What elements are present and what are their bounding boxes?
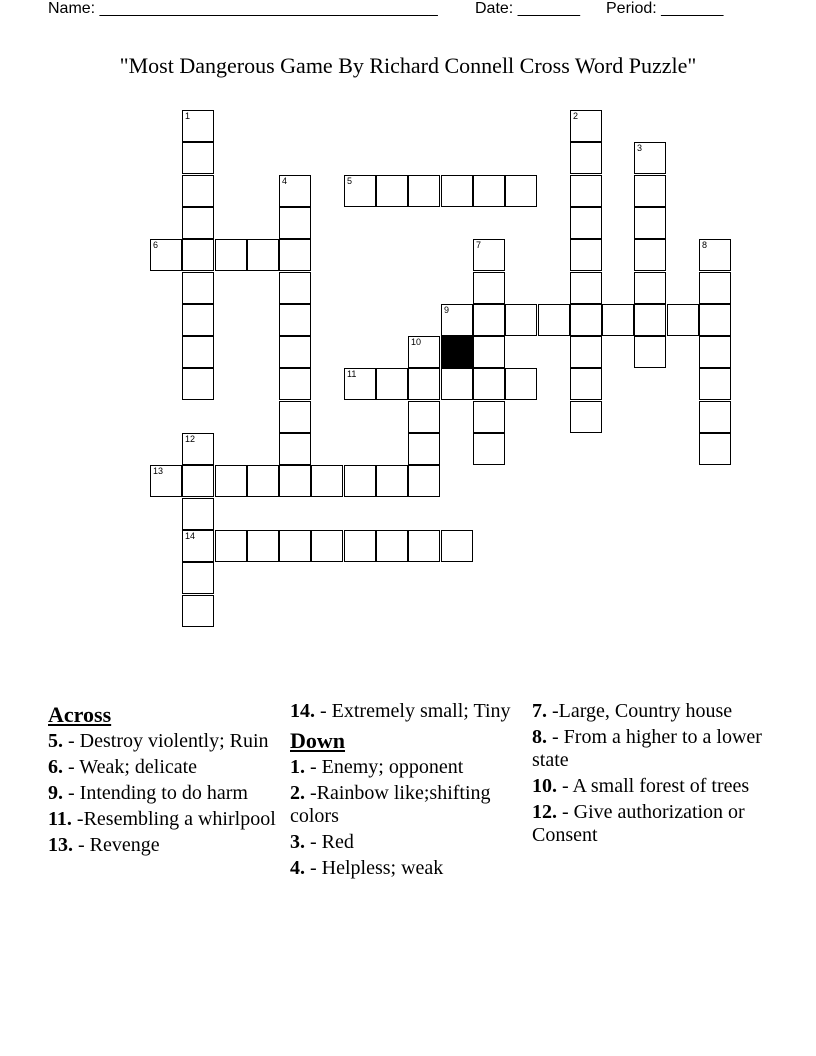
- crossword-cell[interactable]: [247, 530, 279, 562]
- crossword-cell[interactable]: [215, 239, 247, 271]
- clue-down-8: [532, 726, 762, 772]
- crossword-cell[interactable]: [699, 401, 731, 433]
- crossword-cell[interactable]: [279, 272, 311, 304]
- name-field-label: Name: ______________________________________: [48, 0, 438, 17]
- clue-text: - Red: [305, 831, 354, 853]
- crossword-cell[interactable]: [634, 239, 666, 271]
- crossword-cell[interactable]: [699, 368, 731, 400]
- clue-text: - Helpless; weak: [305, 857, 444, 879]
- crossword-cell[interactable]: [473, 433, 505, 465]
- crossword-cell[interactable]: [570, 336, 602, 368]
- crossword-cell[interactable]: [473, 401, 505, 433]
- clue-number-label: 9: [444, 305, 450, 315]
- crossword-cell[interactable]: [570, 304, 602, 336]
- crossword-cell[interactable]: [699, 239, 731, 271]
- clue-across-6: [48, 756, 278, 779]
- clue-number: 1.: [290, 756, 305, 778]
- clue-number-label: 5: [347, 176, 353, 186]
- clue-across-11: [48, 808, 278, 831]
- crossword-cell[interactable]: [279, 336, 311, 368]
- crossword-cell[interactable]: [182, 498, 214, 530]
- crossword-cell[interactable]: [699, 304, 731, 336]
- clue-down-3: [290, 831, 520, 854]
- date-field-label: Date: _______: [475, 0, 580, 17]
- clue-across-5: [48, 730, 278, 753]
- crossword-cell[interactable]: [182, 368, 214, 400]
- crossword-cell[interactable]: [311, 465, 343, 497]
- clue-across-9: [48, 782, 278, 805]
- clue-number-label: 7: [476, 240, 482, 250]
- crossword-cell[interactable]: [570, 239, 602, 271]
- crossword-cell[interactable]: [473, 239, 505, 271]
- crossword-cell[interactable]: [376, 465, 408, 497]
- clue-number-label: 13: [153, 466, 164, 476]
- clue-number-label: 14: [185, 531, 196, 541]
- crossword-cell[interactable]: [376, 175, 408, 207]
- down-heading: Down: [290, 728, 346, 753]
- black-square: [441, 336, 473, 368]
- crossword-cell[interactable]: [247, 465, 279, 497]
- crossword-cell[interactable]: [634, 207, 666, 239]
- across-heading: Across: [48, 702, 112, 727]
- clue-text: - From a higher to a lower state: [532, 726, 762, 771]
- crossword-cell[interactable]: [570, 207, 602, 239]
- clue-number: 8.: [532, 726, 547, 748]
- crossword-cell[interactable]: [667, 304, 699, 336]
- clue-number: 7.: [532, 700, 547, 722]
- crossword-cell[interactable]: [441, 368, 473, 400]
- clue-number: 2.: [290, 782, 305, 804]
- crossword-cell[interactable]: [344, 175, 376, 207]
- clue-across-13: [48, 834, 278, 857]
- clue-text: - Intending to do harm: [63, 782, 248, 804]
- crossword-cell[interactable]: [634, 142, 666, 174]
- crossword-cell[interactable]: [182, 336, 214, 368]
- crossword-cell[interactable]: [182, 465, 214, 497]
- crossword-cell[interactable]: [182, 595, 214, 627]
- crossword-cell[interactable]: [182, 142, 214, 174]
- clue-number: 5.: [48, 730, 63, 752]
- crossword-cell[interactable]: [441, 175, 473, 207]
- clue-number: 14.: [290, 700, 315, 722]
- clue-text: - A small forest of trees: [557, 775, 750, 797]
- clue-text: - Enemy; opponent: [305, 756, 464, 778]
- clue-across-14: [290, 700, 520, 723]
- crossword-cell[interactable]: [182, 562, 214, 594]
- clue-number-label: 1: [185, 111, 191, 121]
- crossword-cell[interactable]: [634, 175, 666, 207]
- crossword-cell[interactable]: [279, 368, 311, 400]
- clue-text: - Weak; delicate: [63, 756, 198, 778]
- clues-column-1: [48, 700, 278, 860]
- crossword-cell[interactable]: [634, 304, 666, 336]
- crossword-cell[interactable]: [473, 368, 505, 400]
- crossword-cell[interactable]: [570, 142, 602, 174]
- clue-number-label: 11: [347, 369, 357, 379]
- clue-number: 9.: [48, 782, 63, 804]
- clue-number-label: 2: [573, 111, 579, 121]
- clue-down-12: [532, 801, 762, 847]
- crossword-cell[interactable]: [505, 368, 537, 400]
- clues-column-3: [532, 700, 762, 850]
- clue-text: - Revenge: [73, 834, 160, 856]
- crossword-cell[interactable]: [182, 207, 214, 239]
- crossword-cell[interactable]: [279, 401, 311, 433]
- crossword-cell[interactable]: [279, 175, 311, 207]
- clue-number: 13.: [48, 834, 73, 856]
- crossword-cell[interactable]: [344, 368, 376, 400]
- crossword-cell[interactable]: [408, 465, 440, 497]
- crossword-cell[interactable]: [473, 272, 505, 304]
- crossword-cell[interactable]: [408, 530, 440, 562]
- crossword-cell[interactable]: [473, 336, 505, 368]
- crossword-cell[interactable]: [441, 530, 473, 562]
- clue-text: -Large, Country house: [547, 700, 733, 722]
- clue-number: 10.: [532, 775, 557, 797]
- crossword-cell[interactable]: [634, 272, 666, 304]
- crossword-cell[interactable]: [602, 304, 634, 336]
- crossword-cell[interactable]: [538, 304, 570, 336]
- clues-section: [0, 700, 816, 1000]
- crossword-cell[interactable]: [344, 465, 376, 497]
- crossword-cell[interactable]: [215, 530, 247, 562]
- crossword-cell[interactable]: [408, 401, 440, 433]
- crossword-cell[interactable]: [376, 368, 408, 400]
- clues-column-2: [290, 700, 520, 883]
- crossword-cell[interactable]: [570, 401, 602, 433]
- clue-number: 6.: [48, 756, 63, 778]
- crossword-cell[interactable]: [311, 530, 343, 562]
- crossword-cell[interactable]: [699, 336, 731, 368]
- crossword-cell[interactable]: [408, 368, 440, 400]
- crossword-cell[interactable]: [699, 272, 731, 304]
- crossword-cell[interactable]: [150, 465, 182, 497]
- clue-number-label: 12: [185, 434, 196, 444]
- clue-down-4: [290, 857, 520, 880]
- crossword-cell[interactable]: [182, 175, 214, 207]
- clue-number-label: 10: [411, 337, 422, 347]
- clue-number: 11.: [48, 808, 72, 830]
- crossword-cell[interactable]: [441, 304, 473, 336]
- crossword-cell[interactable]: [570, 110, 602, 142]
- crossword-cell[interactable]: [344, 530, 376, 562]
- crossword-cell[interactable]: [279, 207, 311, 239]
- clue-number: 12.: [532, 801, 557, 823]
- clue-down-10: [532, 775, 762, 798]
- clue-text: - Give authorization or Consent: [532, 801, 745, 846]
- crossword-cell[interactable]: [570, 272, 602, 304]
- clue-number: 4.: [290, 857, 305, 879]
- crossword-cell[interactable]: [473, 175, 505, 207]
- crossword-cell[interactable]: [215, 465, 247, 497]
- crossword-cell[interactable]: [570, 368, 602, 400]
- crossword-cell[interactable]: [634, 336, 666, 368]
- clue-number-label: 8: [702, 240, 708, 250]
- crossword-cell[interactable]: [182, 239, 214, 271]
- crossword-cell[interactable]: [279, 530, 311, 562]
- clue-down-7: [532, 700, 762, 723]
- page-title: "Most Dangerous Game By Richard Connell Cross Word Puzzle": [119, 53, 697, 78]
- crossword-cell[interactable]: [408, 175, 440, 207]
- crossword-cell[interactable]: [279, 239, 311, 271]
- crossword-cell[interactable]: [408, 433, 440, 465]
- crossword-cell[interactable]: [570, 175, 602, 207]
- crossword-cell[interactable]: [505, 304, 537, 336]
- clue-text: - Destroy violently; Ruin: [63, 730, 269, 752]
- crossword-cell[interactable]: [182, 530, 214, 562]
- clue-text: - Extremely small; Tiny: [315, 700, 511, 722]
- crossword-cell[interactable]: [182, 272, 214, 304]
- crossword-cell[interactable]: [247, 239, 279, 271]
- crossword-cell[interactable]: [473, 304, 505, 336]
- clue-text: -Resembling a whirlpool: [71, 808, 276, 830]
- crossword-cell[interactable]: [505, 175, 537, 207]
- crossword-cell[interactable]: [279, 304, 311, 336]
- clue-text: -Rainbow like;shifting colors: [290, 782, 491, 827]
- clue-down-1: [290, 756, 520, 779]
- crossword-cell[interactable]: [279, 465, 311, 497]
- clue-number-label: 6: [153, 240, 159, 250]
- crossword-cell[interactable]: [182, 433, 214, 465]
- crossword-cell[interactable]: [699, 433, 731, 465]
- clue-number: 3.: [290, 831, 305, 853]
- period-field-label: Period: _______: [606, 0, 724, 17]
- clue-number-label: 3: [637, 143, 643, 153]
- clue-number-label: 4: [282, 176, 288, 186]
- crossword-cell[interactable]: [182, 304, 214, 336]
- crossword-cell[interactable]: [408, 336, 440, 368]
- crossword-cell[interactable]: [182, 110, 214, 142]
- crossword-cell[interactable]: [279, 433, 311, 465]
- clue-down-2: [290, 782, 520, 828]
- crossword-cell[interactable]: [376, 530, 408, 562]
- crossword-cell[interactable]: [150, 239, 182, 271]
